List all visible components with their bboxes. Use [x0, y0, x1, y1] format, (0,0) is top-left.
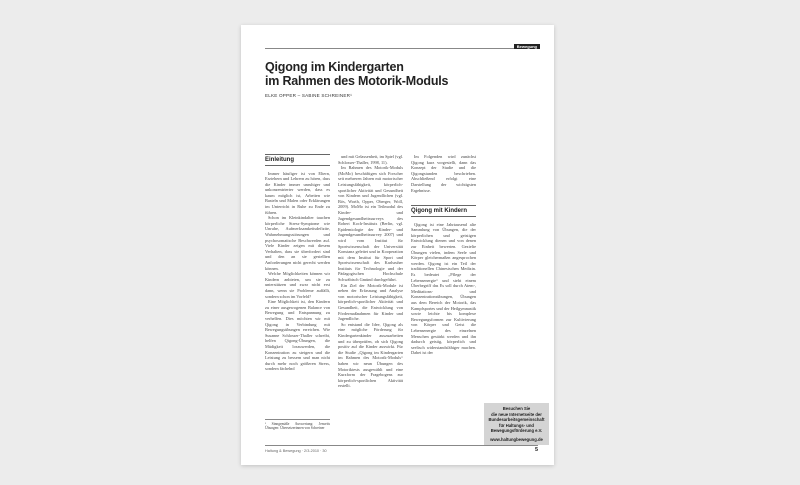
paragraph: und mit Gelassenheit, im Spiel (vgl. Schlosser-Thaller, 1998, 11). — [338, 154, 403, 165]
ad-line: die neue Internetseite der — [491, 411, 542, 417]
ad-line: für Haltungs- und — [499, 422, 534, 428]
article-body — [265, 154, 547, 444]
heading-qigong-kids: Qigong mit Kindern — [411, 205, 476, 217]
paragraph: Ein Ziel der Motorik-Module ist neben der Erfassung und Analyse von motorischer Leistungsfähigkeit, körperlich-sportlicher Aktivität und Gesundheit, die Entwicklung von Fördermaßnahmen für Kinder und Jugendliche. — [338, 282, 403, 322]
paragraph: Immer häufiger ist von Eltern, Erziehern und Lehrern zu hören, dass die Kinder immer unruhiger und unkonzentrierter werden, dass es kaum möglich ist, Arbeiten wie Basteln und Malen oder Erklärungen im Unterricht in Ruhe zu Ende zu führen. — [265, 170, 330, 215]
paragraph: So entstand die Idee, Qigong als eine mögliche Förderung für Kindergartenkinder auszuarbeiten und zu überprüfen, ob sich Qigong positiv auf die Kinder auswirkt. Für die Studie „Qigong im Kindergarten im Rahmen des Motorik-Moduls“ haben wir neun Übungen des Motoriktests ausgewählt und eine Kurzform der Fragebogens zur körperlich-sportlichen Aktivität erstellt. — [338, 321, 403, 389]
top-rule — [265, 48, 540, 49]
paragraph: Schon im Kleinkindalter tauchen körperliche Stress-Symptome wie Unruhe, Aufmerksamkeitsdefizite, Wahrnehmungsstörungen und psychosomatische Beschwerden auf. Viele Kinder zeigen mit diesem Verhalten, dass sie überfordert sind und den an sie gestellten Anforderungen nicht gerecht werden können. — [265, 215, 330, 271]
paragraph: Qigong ist eine Jahrtausend alte Sammlung von Übungen, die der körperlichen und geistigen Entwicklung dienen und von denen zur Einheit bewerten. Gezielte Übungen vielen, indem Seele und Körper gleichermaßen angesprochen werden. Qigong ist ein Teil der traditionellen Chinesischen Medizin. Es bedeutet „Pflege der Lebensenergie“ und steht einem Überbegriff das Es soll durch Atem-, Meditations- und Konzentrationsübungen, Übungen aus dem Bereich der Motorik, das Kampfsportes und der Heilgymnastik sowie leichte bis komplexe Bewegungsformen zur Kultivierung von Körper und Geist die Lebensenergie des einzelnen Menschen gestärkt werden und ihn dadurch geistig, körperlich und seelisch widerstandsfähiger machen. Dabei ist der — [411, 221, 476, 356]
section-tag: Bewegung — [514, 44, 540, 49]
column-2 — [338, 154, 403, 444]
paragraph: Welche Möglichkeiten können wir Kindern anbieten, um sie zu unterstützen und zwar nicht erst dann, wenn sie Probleme auffällt, sondern schon im Vorfeld? — [265, 271, 330, 299]
article-title — [265, 61, 535, 88]
paragraph: Im Rahmen des Motorik-Moduls (MoMo) beschäftigen sich Forscher seit mehreren Jahren mit motorischer Leistungsfähigkeit, körperlich-sportlicher Aktivität und Gesundheit von Kindern und Jugendlichen (vgl. Bös, Worth, Opper, Oberger, Woll, 2009). MoMo ist ein Teilmodul des Kinder- und Jugendgesundheitssurveys des Robert Koch-Instituts (Berlin, vgl. Epidemiologie der Kinder- und Jugendgesundheitssurvey 2007) und wird vom Institut für Sportwissenschaft der Universität Konstanz geleitet und in Kooperation mit dem Institut für Sport und Sportwissenschaft des Karlsruher Instituts für Technologie und der Pädagogischen Hochschule Schwäbisch Gmünd durchgeführt. — [338, 165, 403, 283]
title-line-2: im Rahmen des Motorik-Moduls — [265, 73, 449, 88]
page-number: 5 — [534, 447, 538, 453]
advertisement-box — [484, 403, 549, 445]
ad-line: Besuchen Sie — [502, 406, 531, 411]
article-authors: ELKE OPPER – SABINE SCHREINER¹ — [265, 93, 352, 98]
heading-intro: Einleitung — [265, 154, 330, 166]
ad-line: Bundesarbeitsgemeinschaft — [488, 417, 545, 423]
paragraph: Im Folgenden wird zunächst Qigong kurz vorgestellt, dann das Konzept der Studie und die Qigongstunden beschrieben. Abschließend erfolgt eine Darstellung der wichtigsten Ergebnisse. — [411, 154, 476, 193]
column-1 — [265, 154, 330, 444]
ad-url-link[interactable]: www.haltungbewegung.de — [490, 436, 543, 442]
footer-source: Haltung & Bewegung · 2/3-2010 · 30 — [265, 449, 327, 453]
document-page — [241, 25, 554, 465]
title-line-1: Qigong im Kindergarten — [265, 60, 404, 74]
paragraph: Eine Möglichkeit ist, den Kindern zu einer ausgewogenen Balance von Bewegung und Entspannung zu verhelfen. Dies möchten wir mit Qigong in Verbindung mit Bewegungsübungen erreichen. Wie Susanne Schlosser-Thaller schreibt, helfen Qigong-Übungen, die Müdigkeit loszuwerden, die Konzentration zu steigern und die Leistung zu bessern und man nicht durch mehr noch größeren Stress, sondern fächelnd — [265, 299, 330, 372]
ad-line: Bewegungsförderung e.V. — [490, 428, 543, 434]
column-3 — [411, 154, 476, 444]
footnote: ¹ Sinngemäße Auswertung: Jenseits Übungen: Übersetzerinnen von Schreiner — [265, 419, 330, 431]
page-footer — [265, 445, 538, 454]
